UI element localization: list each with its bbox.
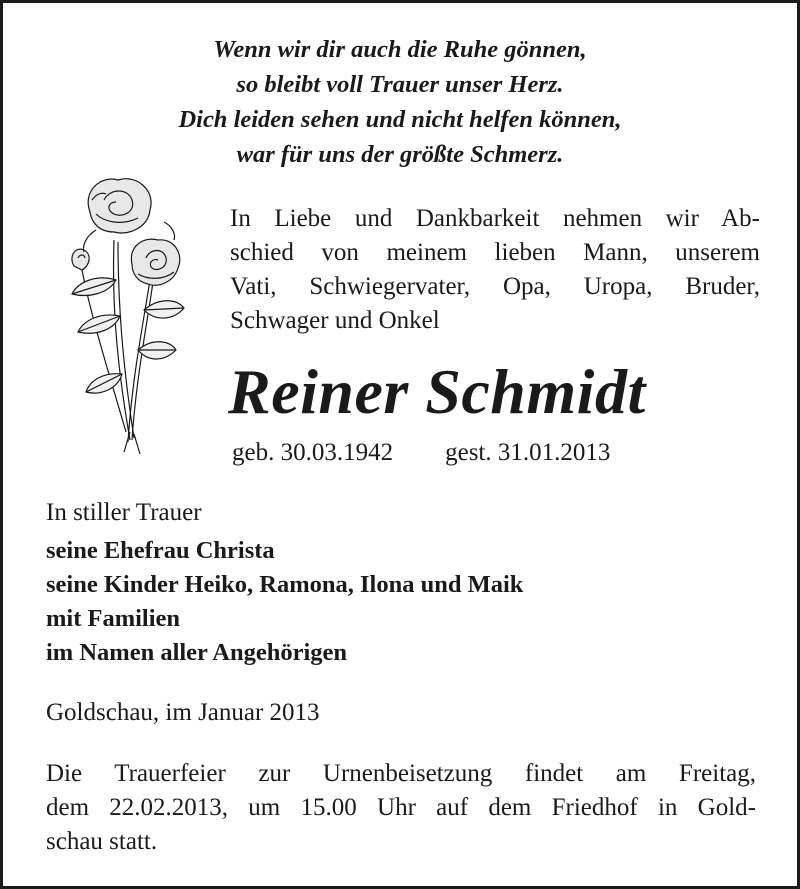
death-date: gest. 31.01.2013 xyxy=(445,439,611,466)
intro-line: schied von meinem lieben Mann, unserem xyxy=(230,239,760,266)
poem xyxy=(0,32,800,172)
mourner-line: seine Ehefrau Christa xyxy=(46,537,275,564)
notice-line: dem 22.02.2013, um 15.00 Uhr auf dem Friedhof in Gold- xyxy=(46,794,756,821)
mourner-line: seine Kinder Heiko, Ramona, Ilona und Maik xyxy=(46,571,524,598)
intro-line: Vati, Schwiegervater, Opa, Uropa, Bruder, xyxy=(230,273,760,300)
mourning-intro: In stiller Trauer xyxy=(46,499,202,526)
place-date: Goldschau, im Januar 2013 xyxy=(46,699,320,726)
rose-icon xyxy=(52,170,202,460)
mourner-line: im Namen aller Angehörigen xyxy=(46,639,348,666)
funeral-notice xyxy=(46,757,756,859)
intro-line: Schwager und Onkel xyxy=(230,307,440,334)
intro-line: In Liebe und Dankbarkeit nehmen wir Ab- xyxy=(230,205,760,232)
poem-line: so bleibt voll Trauer unser Herz. xyxy=(236,71,564,98)
poem-line: war für uns der größte Schmerz. xyxy=(236,141,564,168)
mourner-line: mit Familien xyxy=(46,605,181,632)
poem-line: Wenn wir dir auch die Ruhe gönnen, xyxy=(213,36,587,63)
life-dates xyxy=(232,436,610,470)
deceased-name: Reiner Schmidt xyxy=(228,356,646,427)
mourners-list xyxy=(46,534,523,670)
birth-date: geb. 30.03.1942 xyxy=(232,439,394,466)
notice-line: schau statt. xyxy=(46,828,158,855)
poem-line: Dich leiden sehen und nicht helfen können, xyxy=(178,106,622,133)
notice-line: Die Trauerfeier zur Urnenbeisetzung findet am Freitag, xyxy=(46,760,756,787)
intro-text xyxy=(230,202,760,338)
